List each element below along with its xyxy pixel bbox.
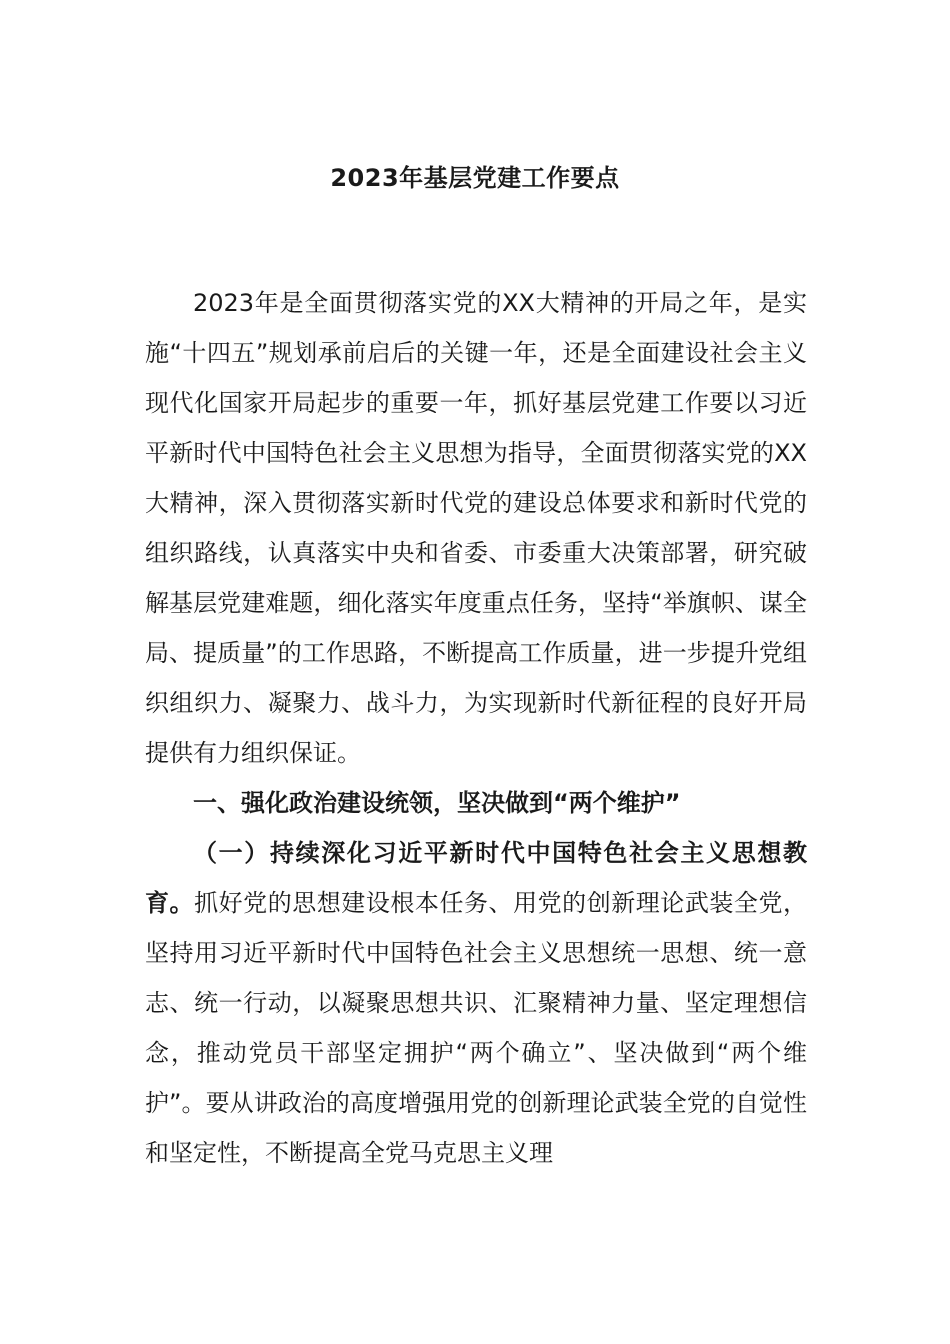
- section-heading: 一、强化政治建设统领，坚决做到“两个维护”: [193, 789, 681, 817]
- subsection-lead: （一）持续深化习近平新时代中国特色社会主义思想教育。: [145, 839, 807, 917]
- intro-paragraph: 2023年是全面贯彻落实党的XX大精神的开局之年，是实施“十四五”规划承前启后的关键一年，还是全面建设社会主义现代化国家开局起步的重要一年，抓好基层党建工作要以习近平新时代中国特色社会主义思想为指导，全面贯彻落实党的XX大精神，深入贯彻落实新时代党的建设总体要求和新时代党的组织路线，认真落实中央和省委、市委重大决策部署，研究破解基层党建难题，细化落实年度重点任务，坚持“举旗帜、谋全局、提质量”的工作思路，不断提高工作质量，进一步提升党组织组织力、凝聚力、战斗力，为实现新时代新征程的良好开局提供有力组织保证。: [145, 289, 807, 767]
- document-title: 2023年基层党建工作要点: [330, 164, 620, 192]
- document-body: [145, 278, 807, 1178]
- subsection-text: 抓好党的思想建设根本任务、用党的创新理论武装全党，坚持用习近平新时代中国特色社会主义思想统一思想、统一意志、统一行动，以凝聚思想共识、汇聚精神力量、坚定理想信念，推动党员干部坚定拥护“两个确立”、坚决做到“两个维护”。要从讲政治的高度增强用党的创新理论武装全党的自觉性和坚定性，不断提高全党马克思主义理: [145, 889, 807, 1167]
- subsection-paragraph: [145, 828, 807, 1178]
